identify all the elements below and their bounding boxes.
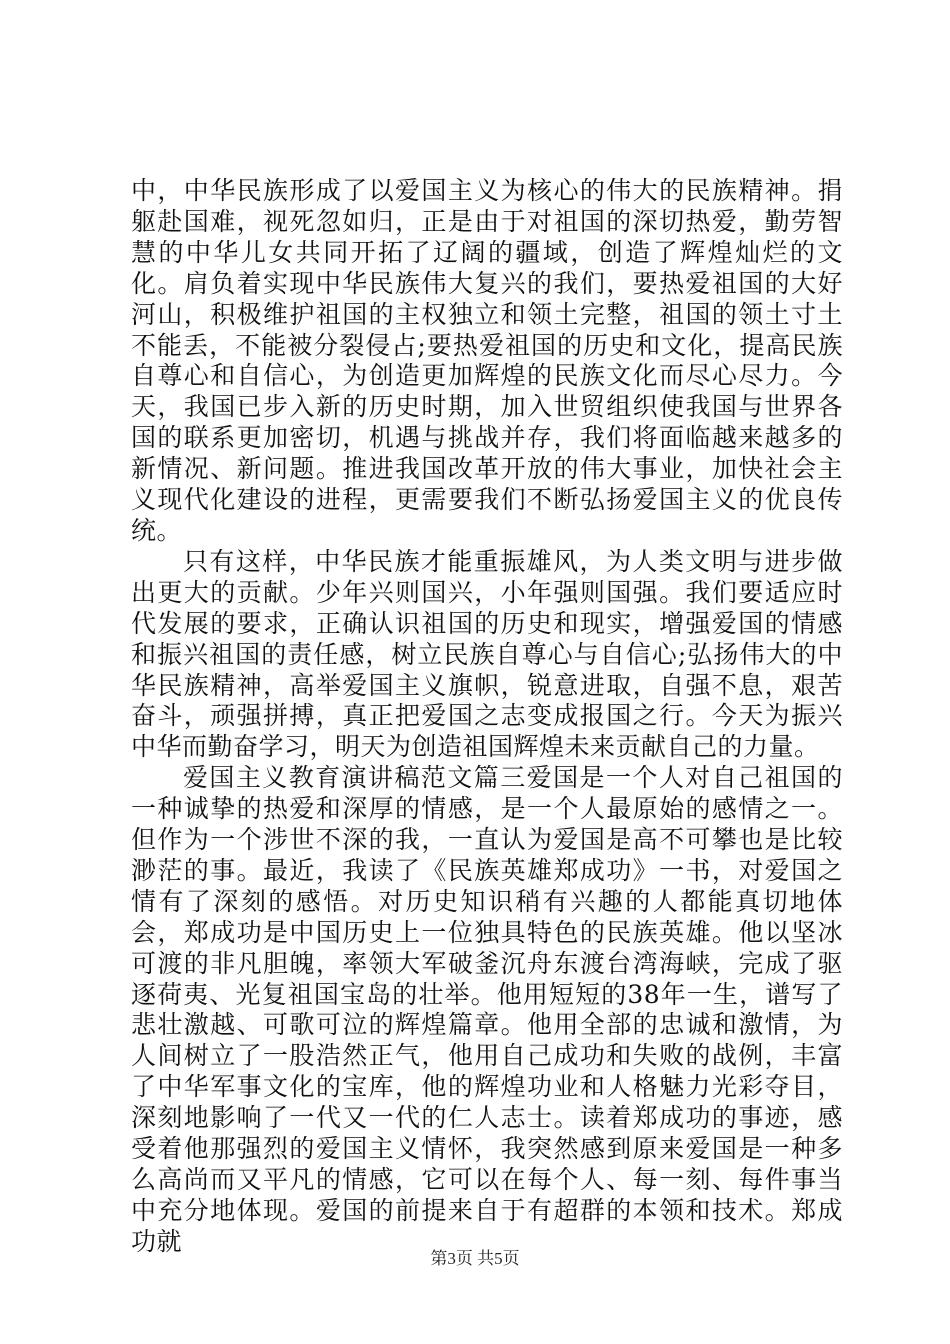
page-footer: 第3页 共5页 <box>430 1249 520 1268</box>
paragraph-2: 只有这样，中华民族才能重振雄风，为人类文明与进步做出更大的贡献。少年兴则国兴，小年强则国强。我们要适应时代发展的要求，正确认识祖国的历史和现实，增强爱国的情感和振兴祖国的责任感，树立民族自尊心与自信心;弘扬伟大的中华民族精神，高举爱国主义旗帜，锐意进取，自强不息，艰苦奋斗，顽强拼搏，真正把爱国之志变成报国之行。今天为振兴中华而勤奋学习，明天为创造祖国辉煌未来贡献自己的力量。 <box>131 546 843 762</box>
document-body <box>131 176 843 1258</box>
paragraph-1: 中，中华民族形成了以爱国主义为核心的伟大的民族精神。捐躯赴国难，视死忽如归，正是由于对祖国的深切热爱，勤劳智慧的中华儿女共同开拓了辽阔的疆域，创造了辉煌灿烂的文化。肩负着实现中华民族伟大复兴的我们，要热爱祖国的大好河山，积极维护祖国的主权独立和领土完整，祖国的领土寸土不能丢，不能被分裂侵占;要热爱祖国的历史和文化，提高民族自尊心和自信心，为创造更加辉煌的民族文化而尽心尽力。今天，我国已步入新的历史时期，加入世贸组织使我国与世界各国的联系更加密切，机遇与挑战并存，我们将面临越来越多的新情况、新问题。推进我国改革开放的伟大事业，加快社会主义现代化建设的进程，更需要我们不断弘扬爱国主义的优良传统。 <box>131 176 843 545</box>
paragraph-3: 爱国主义教育演讲稿范文篇三爱国是一个人对自己祖国的一种诚挚的热爱和深厚的情感，是一个人最原始的感情之一。但作为一个涉世不深的我，一直认为爱国是高不可攀也是比较渺茫的事。最近，我读了《民族英雄郑成功》一书，对爱国之情有了深刻的感悟。对历史知识稍有兴趣的人都能真切地体会，郑成功是中国历史上一位独具特色的民族英雄。他以坚冰可渡的非凡胆魄，率领大军破釜沉舟东渡台湾海峡，完成了驱逐荷夷、光复祖国宝岛的壮举。他用短短的38年一生，谱写了悲壮激越、可歌可泣的辉煌篇章。他用全部的忠诚和激情，为人间树立了一股浩然正气，他用自己成功和失败的战例，丰富了中华军事文化的宝库，他的辉煌功业和人格魅力光彩夺目，深刻地影响了一代又一代的仁人志士。读着郑成功的事迹，感受着他那强烈的爱国主义情怀，我突然感到原来爱国是一种多么高尚而又平凡的情感，它可以在每个人、每一刻、每件事当中充分地体现。爱国的前提来自于有超群的本领和技术。郑成功就 <box>131 763 843 1256</box>
